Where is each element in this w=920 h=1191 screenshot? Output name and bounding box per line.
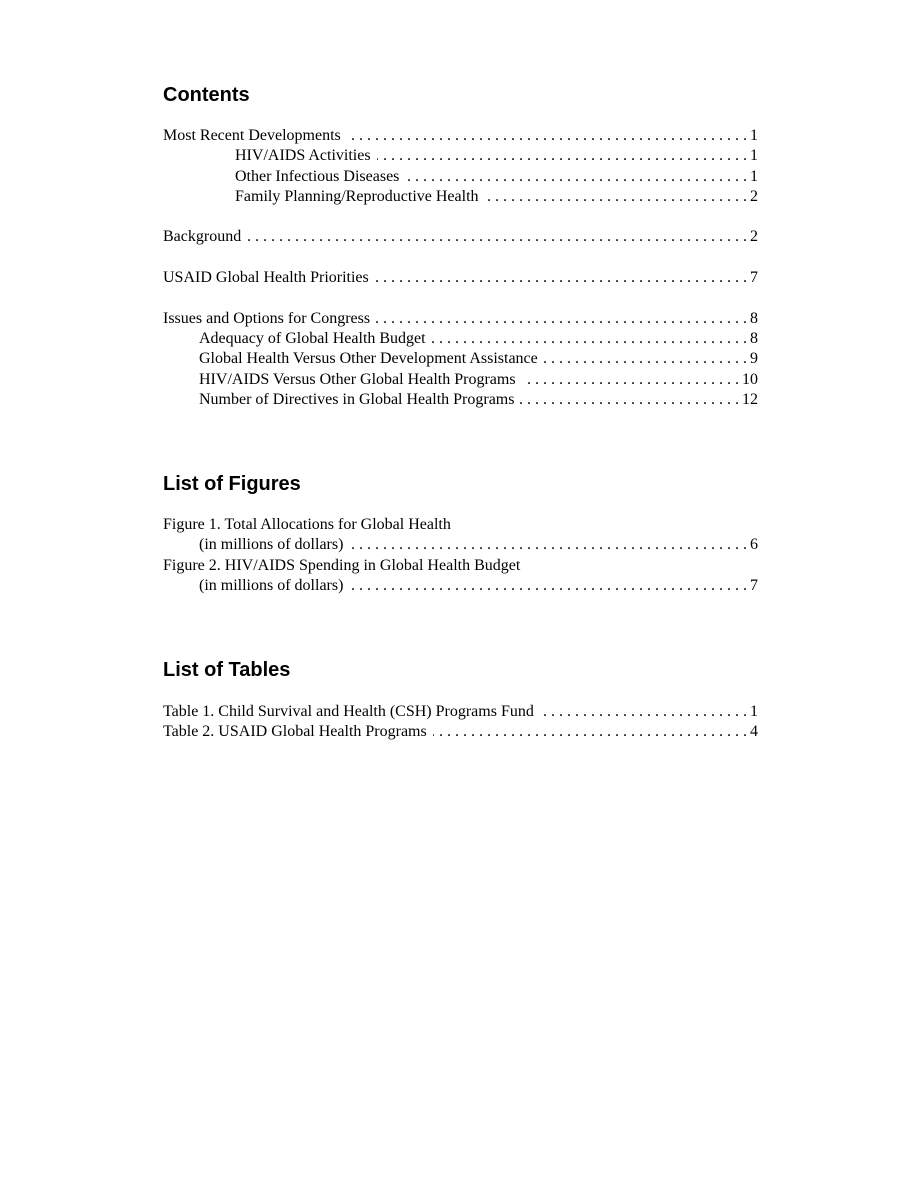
toc-entry-page: 1: [750, 147, 758, 165]
figure-entry-page: 7: [750, 576, 758, 594]
figure-entry-title: Figure 2. HIV/AIDS Spending in Global Health Budget: [163, 556, 521, 574]
dot-leader: [433, 722, 747, 742]
figure-entry-label: (in millions of dollars): [199, 536, 344, 554]
toc-entry-page: 12: [742, 390, 758, 408]
figure-entry-title: Figure 1. Total Allocations for Global Health: [163, 516, 451, 533]
dot-leader: [347, 126, 747, 146]
figure-entry-page: 6: [750, 536, 758, 554]
toc-entry[interactable]: [163, 126, 758, 146]
contents-list: [163, 126, 758, 410]
table-entry-label: Table 1. Child Survival and Health (CSH) Programs Fund: [163, 703, 534, 720]
toc-entry[interactable]: [163, 146, 758, 166]
toc-entry-label: Family Planning/Reproductive Health: [235, 187, 479, 205]
figure-entry-label: (in millions of dollars): [199, 576, 344, 594]
dot-leader: [522, 370, 739, 390]
toc-entry-label: Issues and Options for Congress: [163, 309, 371, 327]
table-entry-page: 4: [750, 723, 758, 741]
dot-leader: [485, 187, 747, 207]
dot-leader: [376, 309, 747, 329]
table-entry-page: 1: [750, 703, 758, 720]
toc-entry[interactable]: [163, 187, 758, 207]
figure-entry[interactable]: [163, 556, 758, 597]
toc-entry[interactable]: [163, 329, 758, 349]
figures-list: [163, 515, 758, 596]
table-entry[interactable]: [163, 702, 758, 722]
toc-entry-page: 10: [742, 370, 758, 388]
dot-leader: [349, 576, 747, 596]
toc-entry[interactable]: [163, 167, 758, 187]
toc-entry[interactable]: [163, 268, 758, 288]
list-of-figures-heading: List of Figures: [163, 473, 301, 495]
toc-entry-label: Most Recent Developments: [163, 127, 341, 144]
spacer: [163, 248, 758, 268]
spacer: [163, 207, 758, 227]
dot-leader: [540, 702, 747, 722]
dot-leader: [520, 390, 739, 410]
dot-leader: [349, 535, 747, 555]
toc-entry[interactable]: [163, 309, 758, 329]
figure-entry-continuation: [163, 535, 758, 555]
toc-entry-label: Other Infectious Diseases: [235, 167, 400, 185]
toc-entry-page: 7: [750, 269, 758, 287]
toc-entry-page: 9: [750, 350, 758, 368]
toc-entry-label: Global Health Versus Other Development Assistance: [199, 350, 538, 368]
dot-leader: [405, 167, 747, 187]
toc-entry-page: 2: [750, 228, 758, 246]
tables-list: [163, 702, 758, 743]
dot-leader: [247, 227, 747, 247]
dot-leader: [544, 349, 747, 369]
toc-entry-label: Adequacy of Global Health Budget: [199, 329, 426, 347]
toc-entry-label: Background: [163, 228, 242, 246]
toc-entry-page: 1: [750, 127, 758, 144]
toc-entry-label: HIV/AIDS Versus Other Global Health Programs: [199, 370, 516, 388]
table-entry[interactable]: [163, 722, 758, 742]
toc-entry-page: 8: [750, 309, 758, 327]
dot-leader: [377, 146, 747, 166]
table-entry-label: Table 2. USAID Global Health Programs: [163, 723, 427, 741]
toc-entry[interactable]: [163, 370, 758, 390]
toc-entry-label: USAID Global Health Priorities: [163, 269, 369, 287]
dot-leader: [432, 329, 747, 349]
toc-entry[interactable]: [163, 349, 758, 369]
toc-entry-page: 2: [750, 187, 758, 205]
spacer: [163, 288, 758, 308]
toc-entry[interactable]: [163, 390, 758, 410]
toc-entry-label: Number of Directives in Global Health Programs: [199, 390, 515, 408]
list-of-tables-heading: List of Tables: [163, 659, 291, 681]
toc-entry-page: 8: [750, 329, 758, 347]
toc-entry[interactable]: [163, 227, 758, 247]
toc-entry-label: HIV/AIDS Activities: [235, 147, 371, 165]
dot-leader: [375, 268, 747, 288]
contents-heading: Contents: [163, 84, 250, 106]
figure-entry[interactable]: [163, 515, 758, 556]
toc-entry-page: 1: [750, 167, 758, 185]
figure-entry-continuation: [163, 576, 758, 596]
